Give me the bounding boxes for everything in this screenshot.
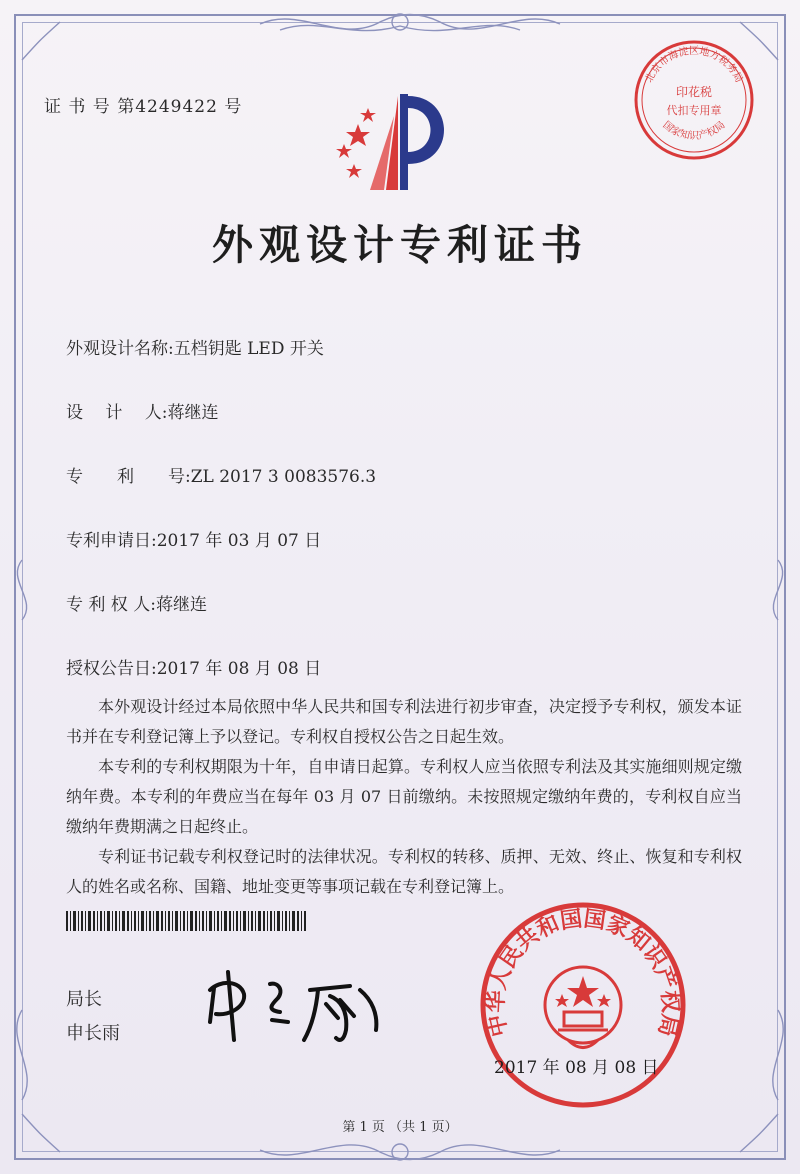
patentee-value: 蒋继连 — [155, 595, 207, 615]
filing-date-row — [66, 526, 321, 551]
tax-seal-line2: 代扣专用章 — [666, 104, 722, 117]
tax-seal-outer-text: 北京市海淀区地方税务局 — [643, 46, 745, 85]
designer-label: 设 计 人: — [66, 403, 168, 423]
page-number: 第 1 页 （共 1 页） — [342, 1120, 458, 1135]
body-paragraph-1: 本外观设计经过本局依照中华人民共和国专利法进行初步审查，决定授予专利权，颁发本证书并在专利登记簿上予以登记。专利权自授权公告之日起生效。 — [66, 697, 742, 746]
patent-number-row — [66, 462, 376, 487]
design-name-row — [66, 334, 324, 359]
signatory-name: 申长雨 — [66, 1023, 120, 1044]
body-paragraph-3: 专利证书记载专利权登记时的法律状况。专利权的转移、质押、无效、终止、恢复和专利权人的姓名或名称、国籍、地址变更等事项记载在专利登记簿上。 — [66, 847, 742, 896]
handwritten-signature-icon — [200, 960, 400, 1050]
certificate-body — [66, 692, 742, 902]
grant-date-value: 2017 年 08 月 08 日 — [156, 659, 322, 679]
office-seal-icon — [478, 900, 688, 1110]
designer-row — [66, 398, 219, 423]
body-paragraph-2: 本专利的专利权期限为十年，自申请日起算。专利权人应当依照专利法及其实施细则规定缴纳年费。本专利的年费应当在每年 03 月 07 日前缴纳。未按照规定缴纳年费的，专利权自应当缴纳年费期满之日起终止。 — [66, 757, 742, 836]
patent-number-value: ZL 2017 3 0083576.3 — [190, 467, 377, 487]
office-seal-text: 中华人民共和国国家知识产权局 — [483, 906, 683, 1039]
grant-date-row — [66, 654, 321, 679]
signatory-title: 局长 — [66, 989, 102, 1010]
tax-seal-icon — [632, 38, 756, 162]
certificate-title: 外观设计专利证书 — [212, 221, 588, 269]
filing-date-label: 专利申请日: — [66, 531, 157, 551]
filing-date-value: 2017 年 03 月 07 日 — [156, 531, 322, 551]
tax-seal-bottom-text: 国家知识产权局 — [660, 119, 728, 142]
barcode-icon — [66, 911, 306, 931]
designer-value: 蒋继连 — [167, 403, 219, 423]
patent-number-label: 专 利 号: — [66, 467, 191, 487]
patentee-label: 专 利 权 人: — [66, 595, 156, 615]
certificate-number: 证 书 号 第4249422 号 — [44, 97, 243, 117]
grant-date-label: 授权公告日: — [66, 659, 157, 679]
design-name-value: 五档钥匙 LED 开关 — [173, 339, 324, 359]
patentee-row — [66, 590, 207, 615]
design-name-label: 外观设计名称: — [66, 339, 174, 359]
patent-office-logo-icon — [328, 86, 468, 198]
tax-seal-line1: 印花税 — [675, 85, 713, 99]
seal-date: 2017 年 08 月 08 日 — [494, 1058, 659, 1078]
